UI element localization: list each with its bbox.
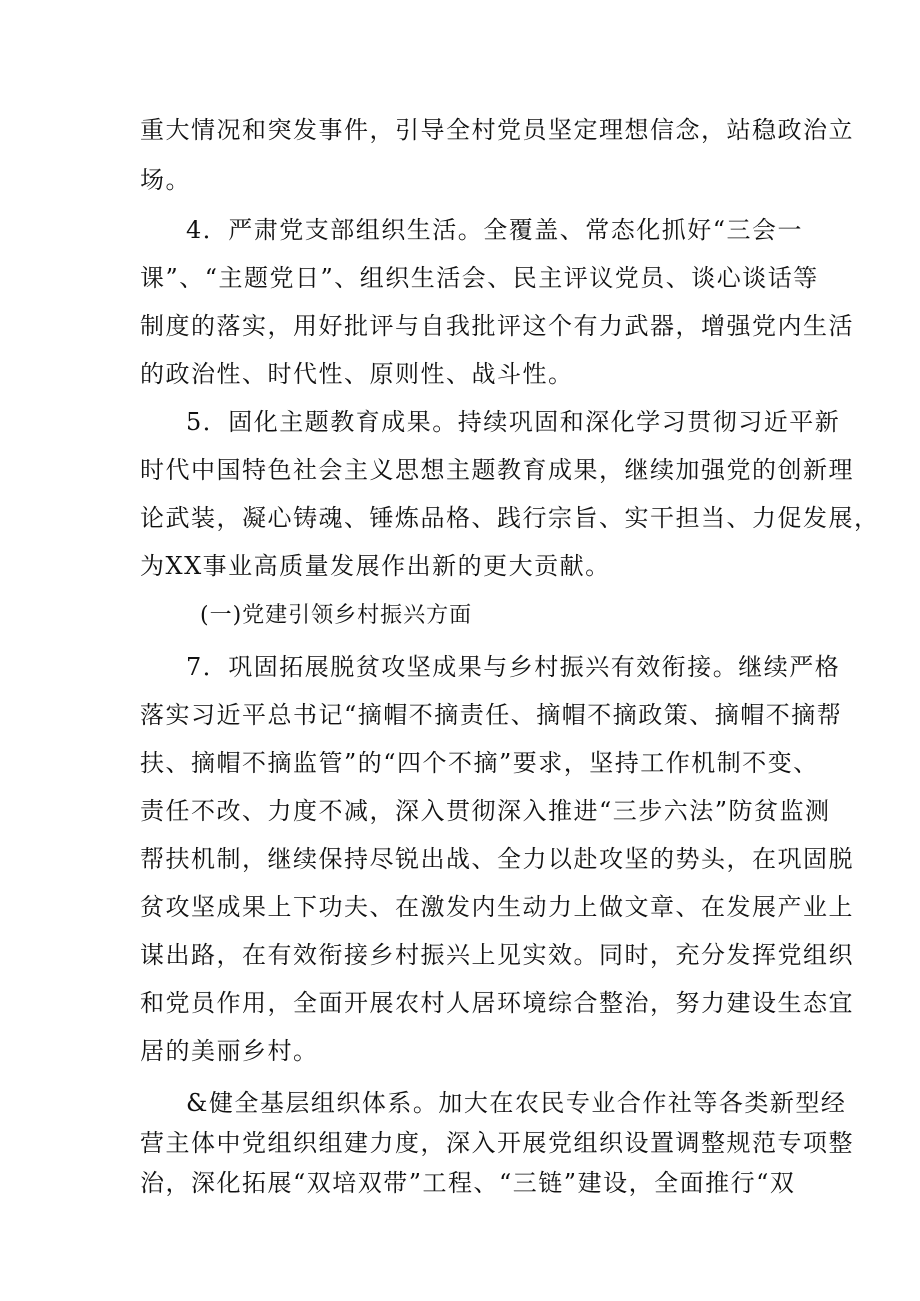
text-line: 责任不改、力度不减，深入贯彻深入推进“三步六法”防贫监测 bbox=[140, 797, 831, 825]
text-line: 课”、“主题党日”、组织生活会、民主评议党员、谈心谈话等 bbox=[140, 264, 819, 292]
text-line: 制度的落实，用好批评与自我批评这个有力武器，增强党内生活 bbox=[140, 312, 854, 340]
text-line: 营主体中党组织组建力度，深入开展党组织设置调整规范专项整 bbox=[140, 1129, 854, 1157]
text-line: 贫攻坚成果上下功夫、在激发内生动力上做文章、在发展产业上 bbox=[140, 893, 854, 921]
text-line: 的政治性、时代性、原则性、战斗性。 bbox=[140, 360, 574, 388]
text-line: 重大情况和突发事件，引导全村党员坚定理想信念，站稳政治立 bbox=[140, 116, 854, 144]
paragraph-8-first-line: &健全基层组织体系。加大在农民专业合作社等各类新型经 bbox=[186, 1089, 847, 1117]
text-line: 谋出路，在有效衔接乡村振兴上见实效。同时，充分发挥党组织 bbox=[140, 941, 854, 969]
text-line: 为XX事业高质量发展作出新的更大贡献。 bbox=[140, 552, 611, 580]
text-line: 帮扶机制，继续保持尽锐出战、全力以赴攻坚的势头，在巩固脱 bbox=[140, 845, 854, 873]
text-line: 治，深化拓展“双培双带”工程、“三链”建设，全面推行“双 bbox=[140, 1169, 796, 1197]
text-line: 居的美丽乡村。 bbox=[140, 1037, 319, 1065]
section-heading: (一)党建引领乡村振兴方面 bbox=[200, 603, 473, 628]
paragraph-4-first-line: 4．严肃党支部组织生活。全覆盖、常态化抓好“三会一 bbox=[186, 216, 804, 244]
text-line: 扶、摘帽不摘监管”的“四个不摘”要求，坚持工作机制不变、 bbox=[140, 749, 819, 777]
text-line: 论武装，凝心铸魂、锤炼品格、践行宗旨、实干担当、力促发展， bbox=[140, 504, 880, 532]
text-line: 落实习近平总书记“摘帽不摘责任、摘帽不摘政策、摘帽不摘帮 bbox=[140, 701, 843, 729]
text-line: 和党员作用，全面开展农村人居环境综合整治，努力建设生态宜 bbox=[140, 989, 854, 1017]
paragraph-7-first-line: 7．巩固拓展脱贫攻坚成果与乡村振兴有效衔接。继续严格 bbox=[186, 653, 841, 681]
text-line: 时代中国特色社会主义思想主题教育成果，继续加强党的创新理 bbox=[140, 456, 854, 484]
paragraph-5-first-line: 5．固化主题教育成果。持续巩固和深化学习贯彻习近平新 bbox=[186, 408, 841, 436]
text-line: 场。 bbox=[140, 166, 191, 194]
